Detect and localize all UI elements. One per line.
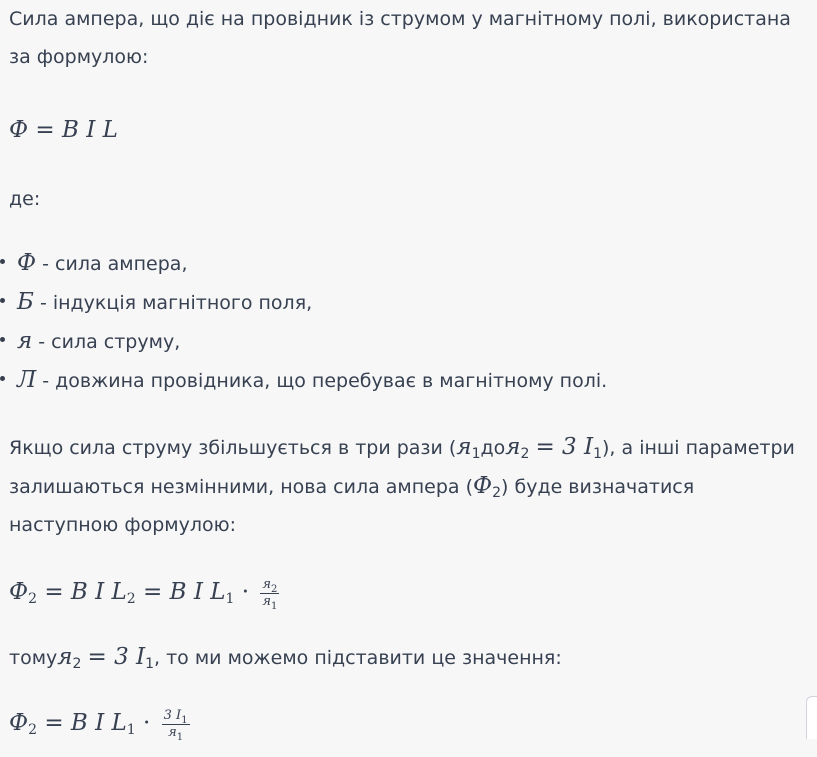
scroll-button[interactable]	[806, 696, 817, 739]
fraction: $\frac{я_2}{я_1}$	[262, 576, 278, 612]
list-item: Ф - сила ампера,	[9, 244, 809, 283]
message-content	[9, 0, 809, 757]
formula-new-force: $Ф_2 = B$ I $L_2 = B$ I $L_1$ · $\frac{я_2}{я_1}$	[9, 576, 278, 612]
where-label: де:	[9, 188, 41, 210]
intro-paragraph: Сила ампера, що діє на провідник із струмом у магнітному полі, використана за формулою:	[9, 8, 791, 68]
formula-substituted: $Ф_2 = B$ I $L_1$ · $\frac{3 I_1}{я_1}$	[9, 707, 188, 743]
definitions-list	[9, 244, 809, 400]
list-item: я - сила струму,	[9, 322, 809, 361]
paragraph-triple-current: Якщо сила струму збільшується в три рази ($я_1доя_2 = 3$ $I_1$), а інші параметри залишаються незмінними, нова сила ампера $(Ф_2)$ буде визначатися наступною формулою:	[9, 434, 795, 536]
paragraph-substitute: томуя$_2$ = 3 $I_1$, то ми можемо підставити це значення:	[9, 644, 562, 672]
list-item: Б - індукція магнітного поля,	[9, 283, 809, 322]
fraction: $\frac{3 I_1}{я_1}$	[163, 707, 188, 743]
formula-ampere: Ф = B I L	[9, 117, 118, 143]
list-item: Л - довжина провідника, що перебуває в магнітному полі.	[9, 361, 809, 400]
